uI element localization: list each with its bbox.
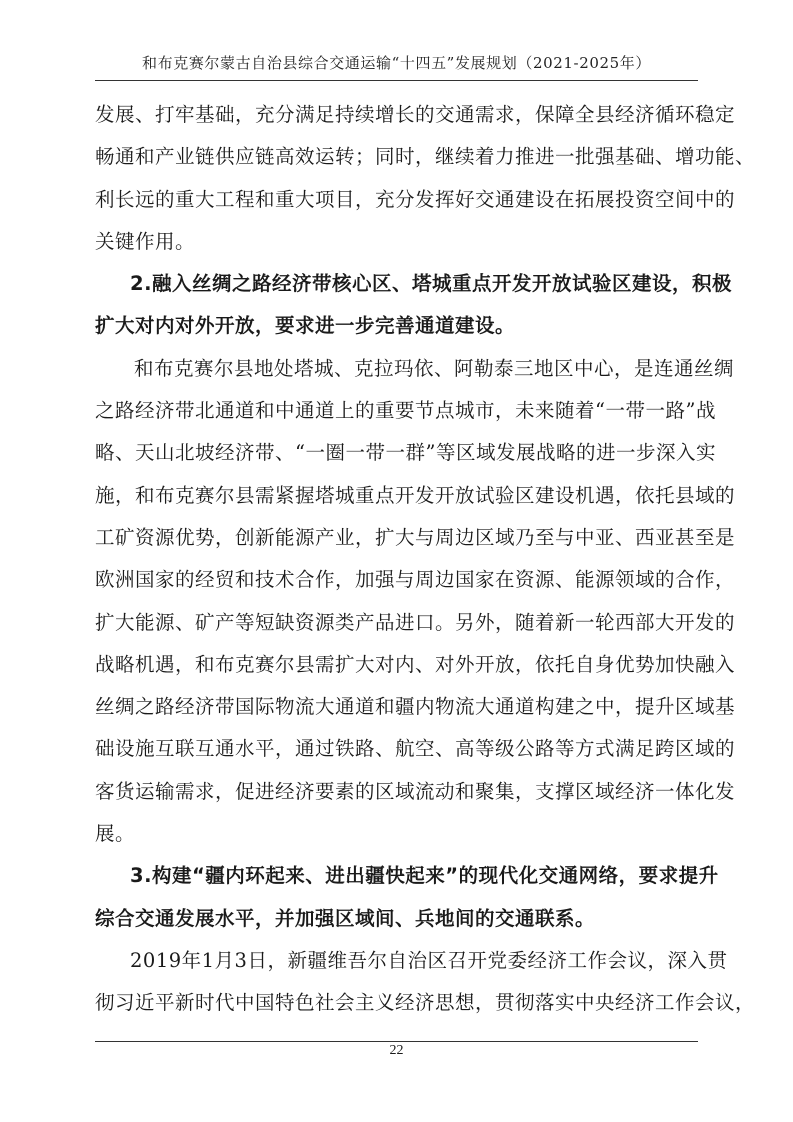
text-line: 之路经济带北通道和中通道上的重要节点城市，未来随着“一带一路”战 — [95, 399, 716, 423]
text-line: 展。 — [95, 822, 136, 846]
footer-rule — [95, 1041, 698, 1042]
text-line: 战略机遇，和布克赛尔县需扩大对内、对外开放，依托自身优势加快融入 — [95, 652, 736, 676]
header-rule — [95, 80, 698, 81]
text-line: 客货运输需求，促进经济要素的区域流动和聚集，支撑区域经济一体化发 — [95, 779, 736, 803]
section-heading-3 — [95, 855, 719, 940]
heading-line: 扩大对内对外开放，要求进一步完善通道建设。 — [95, 314, 516, 338]
paragraph-1 — [95, 94, 756, 263]
text-line: 2019年1月3日，新疆维吾尔自治区召开党委经济工作会议，深入贯 — [130, 948, 728, 972]
heading-line: 综合交通发展水平，并加强区域间、兵地间的交通联系。 — [95, 906, 596, 930]
text-line: 利长远的重大工程和重大项目，充分发挥好交通建设在拓展投资空间中的 — [95, 187, 736, 211]
page-number: 22 — [389, 1043, 404, 1058]
text-line: 扩大能源、矿产等短缺资源类产品进口。另外，随着新一轮西部大开发的 — [95, 610, 736, 634]
paragraph-2 — [95, 348, 736, 856]
document-body — [95, 94, 756, 1025]
section-heading-2 — [95, 263, 732, 348]
running-header: 和布克赛尔蒙古自治县综合交通运输“十四五”发展规划（2021-2025年） — [142, 54, 651, 72]
text-line: 丝绸之路经济带国际物流大通道和疆内物流大通道构建之中，提升区域基 — [95, 695, 736, 719]
heading-line: 2.融入丝绸之路经济带核心区、塔城重点开发开放试验区建设，积极 — [130, 272, 732, 296]
text-line: 欧洲国家的经贸和技术合作，加强与周边国家在资源、能源领域的合作， — [95, 568, 736, 592]
text-line: 畅通和产业链供应链高效运转；同时，继续着力推进一批强基础、增功能、 — [95, 145, 756, 169]
text-line: 和布克赛尔县地处塔城、克拉玛依、阿勒泰三地区中心，是连通丝绸 — [134, 356, 735, 380]
text-line: 彻习近平新时代中国特色社会主义经济思想，贯彻落实中央经济工作会议， — [95, 991, 756, 1015]
text-line: 发展、打牢基础，充分满足持续增长的交通需求，保障全县经济循环稳定 — [95, 103, 736, 126]
paragraph-3 — [95, 940, 756, 1025]
text-line: 关键作用。 — [95, 229, 196, 253]
heading-line: 3.构建“疆内环起来、进出疆快起来”的现代化交通网络，要求提升 — [130, 864, 719, 888]
text-line: 略、天山北坡经济带、“一圈一带一群”等区域发展战略的进一步深入实 — [95, 441, 716, 465]
text-line: 础设施互联互通水平，通过铁路、航空、高等级公路等方式满足跨区域的 — [95, 737, 736, 761]
text-line: 工矿资源优势，创新能源产业，扩大与周边区域乃至与中亚、西亚甚至是 — [95, 525, 736, 549]
text-line: 施，和布克赛尔县需紧握塔城重点开发开放试验区建设机遇，依托县域的 — [95, 483, 736, 507]
